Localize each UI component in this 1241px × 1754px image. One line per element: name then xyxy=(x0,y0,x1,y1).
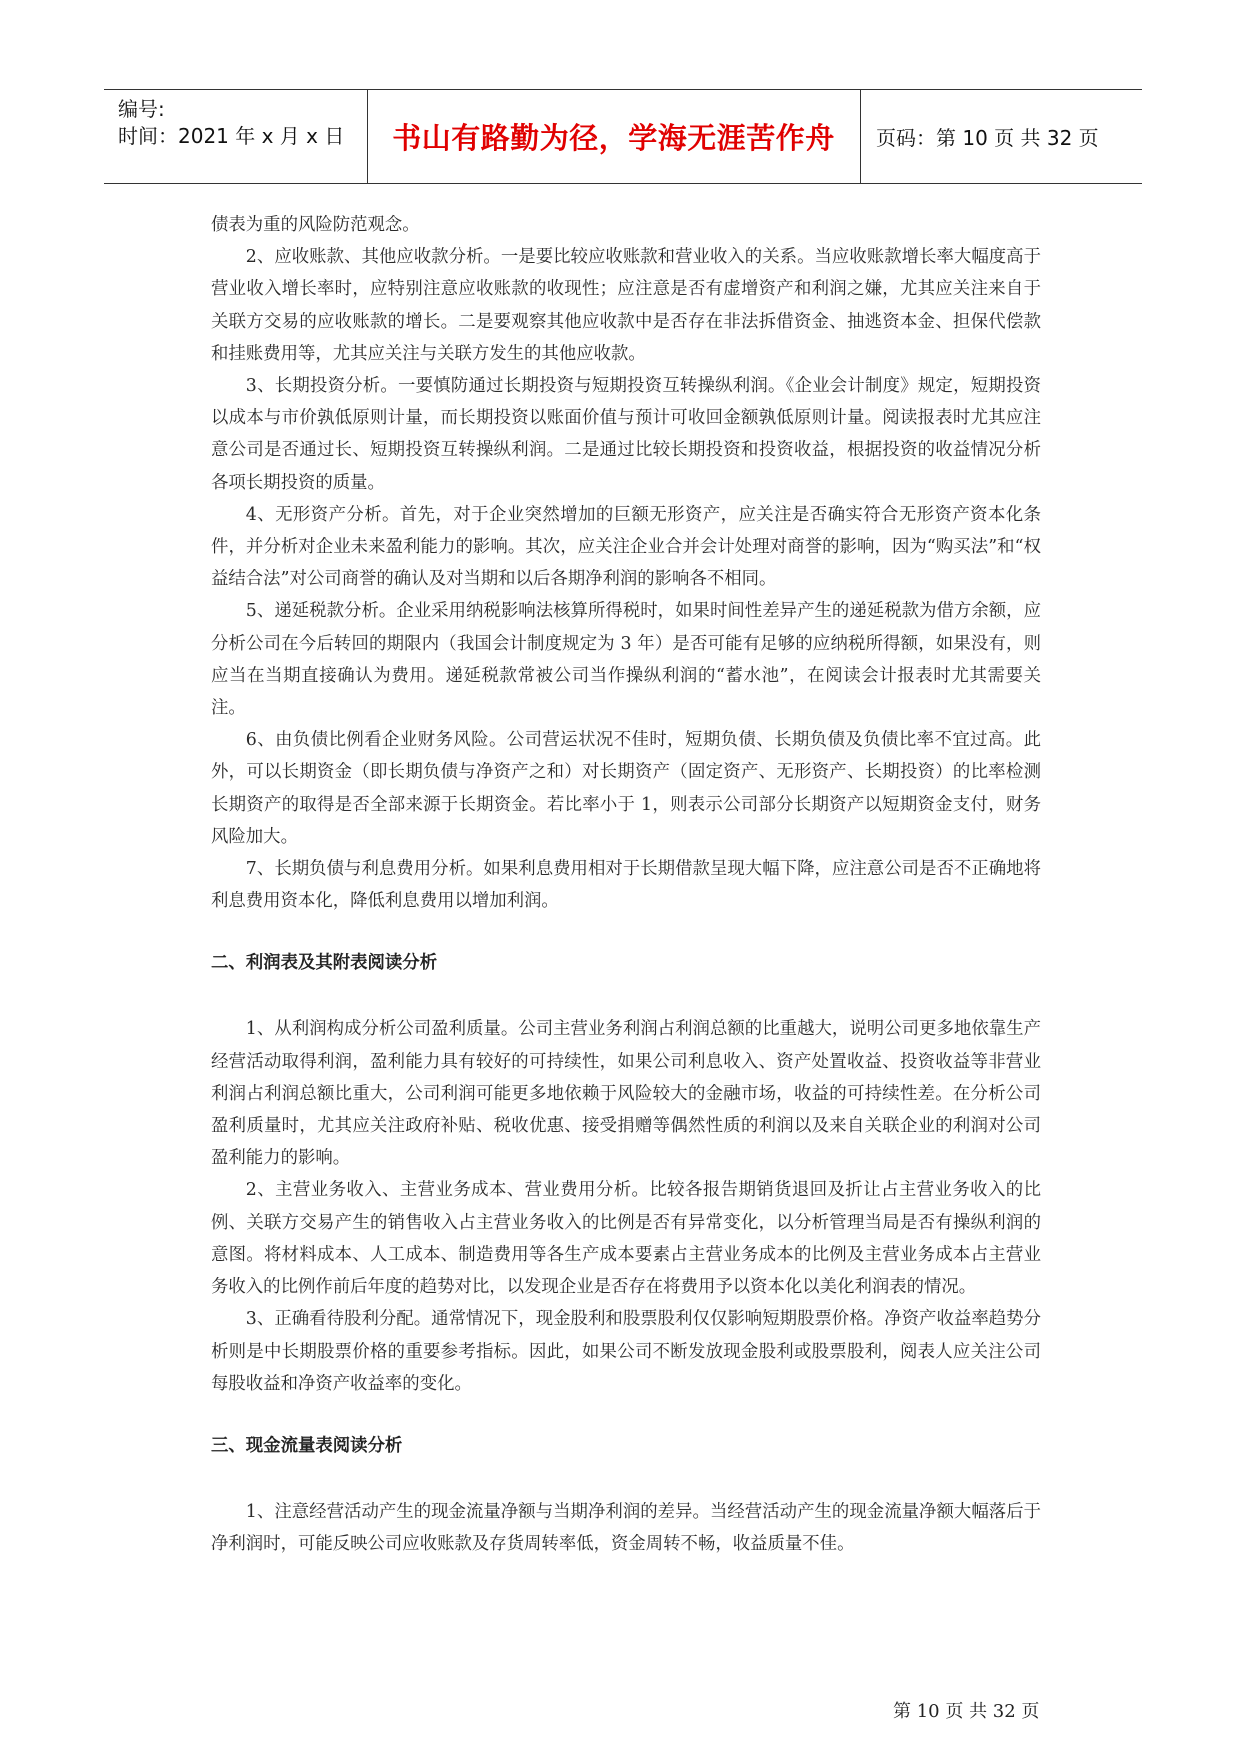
paragraph: 3、正确看待股利分配。通常情况下，现金股利和股票股利仅仅影响短期股票价格。净资产收益率趋势分析则是中长期股票价格的重要参考指标。因此，如果公司不断发放现金股利或股票股利，阅表人应关注公司每股收益和净资产收益率的变化。 xyxy=(211,1309,1041,1394)
paragraph: 1、注意经营活动产生的现金流量净额与当期净利润的差异。当经营活动产生的现金流量净额大幅落后于净利润时，可能反映公司应收账款及存货周转率低，资金周转不畅，收益质量不佳。 xyxy=(211,1501,1041,1555)
paragraph: 7、长期负债与利息费用分析。如果利息费用相对于长期借款呈现大幅下降，应注意公司是否不正确地将利息费用资本化，降低利息费用以增加利润。 xyxy=(211,859,1041,912)
paragraph: 2、主营业务收入、主营业务成本、营业费用分析。比较各报告期销货退回及折让占主营业务收入的比例、关联方交易产生的销售收入占主营业务收入的比例是否有异常变化，以分析管理当局是否有操纵利润的意图。将材料成本、人工成本、制造费用等各生产成本要素占主营业务成本的比例及主营业务成本占主营业务收入的比例作前后年度的趋势对比，以发现企业是否存在将费用予以资本化以美化利润表的情况。 xyxy=(211,1180,1041,1298)
document-body xyxy=(211,209,1041,1560)
paragraph: 4、无形资产分析。首先，对于企业突然增加的巨额无形资产，应关注是否确实符合无形资产资本化条件，并分析对企业未来盈利能力的影响。其次，应关注企业合并会计处理对商誉的影响，因为“购买法”和“权益结合法”对公司商誉的确认及对当期和以后各期净利润的影响各不相同。 xyxy=(211,504,1041,590)
page-header xyxy=(104,89,1142,184)
header-motto: 书山有路勤为径，学海无涯苦作舟 xyxy=(392,121,835,155)
paragraph: 3、长期投资分析。一要慎防通过长期投资与短期投资互转操纵利润。《企业会计制度》规定，短期投资以成本与市价孰低原则计量，而长期投资以账面价值与预计可收回金额孰低原则计量。阅读报表时尤其应注意公司是否通过长、短期投资互转操纵利润。二是通过比较长期投资和投资收益，根据投资的收益情况分析各项长期投资的质量。 xyxy=(211,376,1041,493)
document-time-label: 时间：2021 年 x 月 x 日 xyxy=(118,124,345,148)
page-footer: 第 10 页 共 32 页 xyxy=(893,1701,1040,1722)
header-page-number: 页码：第 10 页 共 32 页 xyxy=(876,126,1099,150)
paragraph: 6、由负债比例看企业财务风险。公司营运状况不佳时，短期负债、长期负债及负债比率不宜过高。此外，可以长期资金（即长期负债与净资产之和）对长期资产（固定资产、无形资产、长期投资）的比率检测长期资产的取得是否全部来源于长期资金。若比率小于 1，则表示公司部分长期资产以短期资金支付，财务风险加大。 xyxy=(211,730,1041,847)
paragraph: 2、应收账款、其他应收款分析。一是要比较应收账款和营业收入的关系。当应收账款增长率大幅度高于营业收入增长率时，应特别注意应收账款的收现性；应注意是否有虚增资产和利润之嫌，尤其应关注来自于关联方交易的应收账款的增长。二是要观察其他应收款中是否存在非法拆借资金、抽逃资本金、担保代偿款和挂账费用等，尤其应关注与关联方发生的其他应收款。 xyxy=(211,247,1041,364)
section-heading: 三、现金流量表阅读分析 xyxy=(211,1435,403,1456)
paragraph: 5、递延税款分析。企业采用纳税影响法核算所得税时，如果时间性差异产生的递延税款为借方余额，应分析公司在今后转回的期限内（我国会计制度规定为 3 年）是否可能有足够的应纳税所得额，如果没有，则应当在当期直接确认为费用。递延税款常被公司当作操纵利润的“蓄水池”，在阅读会计报表时尤其需要关注。 xyxy=(211,601,1041,719)
header-meta xyxy=(118,96,344,150)
paragraph: 债表为重的风险防范观念。 xyxy=(211,215,420,235)
document-number-label: 编号: xyxy=(118,97,165,121)
section-heading: 二、利润表及其附表阅读分析 xyxy=(211,953,438,974)
header-divider xyxy=(860,90,861,183)
paragraph: 1、从利润构成分析公司盈利质量。公司主营业务利润占利润总额的比重越大，说明公司更多地依靠生产经营活动取得利润，盈利能力具有较好的可持续性，如果公司利息收入、资产处置收益、投资收益等非营业利润占利润总额比重大，公司利润可能更多地依赖于风险较大的金融市场，收益的可持续性差。在分析公司盈利质量时，尤其应关注政府补贴、税收优惠、接受捐赠等偶然性质的利润以及来自关联企业的利润对公司盈利能力的影响。 xyxy=(211,1019,1041,1169)
